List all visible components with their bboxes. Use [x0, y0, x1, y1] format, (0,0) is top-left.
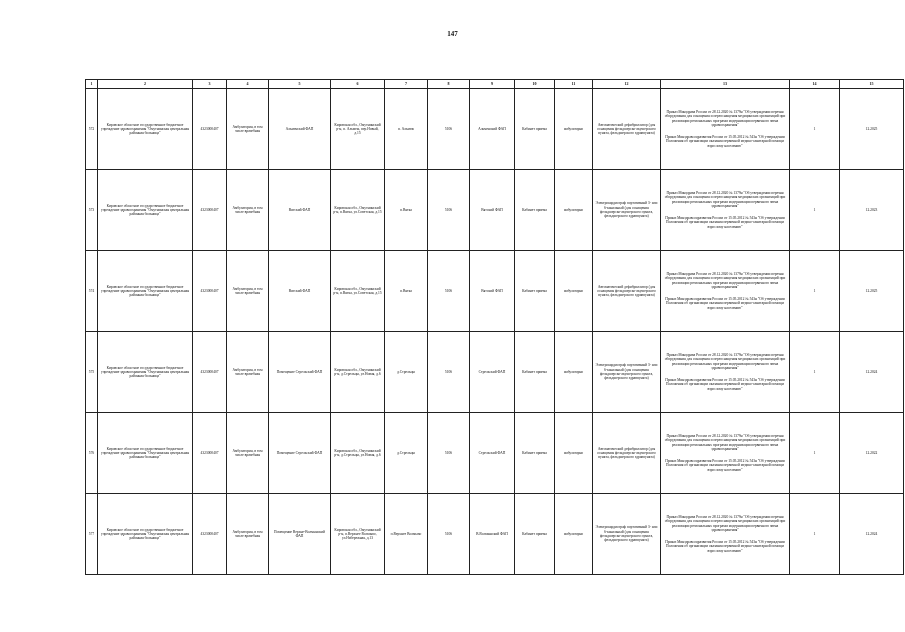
organization-name: Кировское областное государственное бюджетное учреждение здравоохранения "Омутнинская центральная районная больница"	[98, 413, 193, 494]
room: Кабинет приема	[515, 170, 555, 251]
address: Кировская обл., Омутнинский р-н, д.Стрельцы, ул.Новая, д.6	[331, 332, 385, 413]
unit-type: Амбулатория, в том числе врачебная	[227, 251, 269, 332]
equipment: Электрокардиограф портативный 3- или 6-канальный (для оснащения фельдшерско-акушерского пункта, фельдшерского здравпункта)	[593, 170, 661, 251]
equipment: Автоматический дефибриллятор (для оснащения фельдшерско-акушерского пункта, фельдшерского здравпункта)	[593, 251, 661, 332]
inn-code: 4323000407	[193, 332, 227, 413]
inn-code: 4323000407	[193, 413, 227, 494]
room: Кабинет приема	[515, 251, 555, 332]
col-header: 10	[515, 80, 555, 89]
page-number: 147	[447, 30, 458, 38]
care-profile: амбулаторно	[555, 413, 593, 494]
unit-type: Амбулатория, в том числе врачебная	[227, 89, 269, 170]
unit-name: Вятский ФАП	[269, 170, 331, 251]
quantity: 1	[790, 413, 840, 494]
col-header: 8	[428, 80, 470, 89]
col-header: 7	[385, 80, 428, 89]
room: Кабинет приема	[515, 413, 555, 494]
col-header: 3	[193, 80, 227, 89]
room: Кабинет приема	[515, 494, 555, 575]
table-row	[86, 413, 904, 494]
organization-name: Кировское областное государственное бюджетное учреждение здравоохранения "Омутнинская центральная районная больница"	[98, 332, 193, 413]
quantity: 1	[790, 170, 840, 251]
unit-name: Альменский ФАП	[269, 89, 331, 170]
legal-basis-order-1379n: Приказ Минздрава России от 28.12.2020 № 1379н "Об утверждении перечня оборудования для оснащения и переоснащения медицинских организаций при реализации региональных программ модернизации первичного звена здравоохранения"	[664, 271, 786, 289]
care-profile: амбулаторно	[555, 89, 593, 170]
address: Кировская обл., Омутнинский р-н, п. Альмеж, пер.Новый, д.15	[331, 89, 385, 170]
room: Кабинет приема	[515, 89, 555, 170]
table-row	[86, 89, 904, 170]
row-number: 577	[86, 494, 98, 575]
locality: п. Альмеж	[385, 89, 428, 170]
row-number: 572	[86, 89, 98, 170]
unit-name-2: В.Волмынский ФАП	[470, 494, 515, 575]
organization-name: Кировское областное государственное бюджетное учреждение здравоохранения "Омутнинская центральная районная больница"	[98, 170, 193, 251]
code: 5106	[428, 413, 470, 494]
due-date: 12.2025	[840, 89, 904, 170]
room: Кабинет приема	[515, 332, 555, 413]
locality: п.Вятка	[385, 251, 428, 332]
care-profile: амбулаторно	[555, 494, 593, 575]
col-header: 6	[331, 80, 385, 89]
code: 5106	[428, 332, 470, 413]
legal-basis-order-543n: Приказ Минздравсоцразвития России от 15.05.2012 № 543н "Об утверждении Положения об организации оказания первичной медико-санитарной помощи взрослому населению"	[665, 297, 785, 310]
legal-basis-order-1379n: Приказ Минздрава России от 28.12.2020 № 1379н "Об утверждении перечня оборудования для оснащения и переоснащения медицинских организаций при реализации региональных программ модернизации первичного звена здравоохранения"	[664, 109, 786, 127]
inn-code: 4323000407	[193, 170, 227, 251]
unit-name: Вятский ФАП	[269, 251, 331, 332]
unit-name: Помещение Стрельский ФАП	[269, 413, 331, 494]
legal-basis-order-1379n: Приказ Минздрава России от 28.12.2020 № 1379н "Об утверждении перечня оборудования для оснащения и переоснащения медицинских организаций при реализации региональных программ модернизации первичного звена здравоохранения"	[664, 433, 786, 451]
address: Кировская обл., Омутнинский р-н, п.Вятка, ул.Советская, д.15	[331, 251, 385, 332]
legal-basis	[661, 494, 790, 575]
unit-name-2: Стрельский ФАП	[470, 413, 515, 494]
row-number: 573	[86, 170, 98, 251]
col-header: 2	[98, 80, 193, 89]
legal-basis-order-543n: Приказ Минздравсоцразвития России от 15.05.2012 № 543н "Об утверждении Положения об организации оказания первичной медико-санитарной помощи взрослому населению"	[665, 216, 785, 229]
code: 5106	[428, 89, 470, 170]
col-header: 12	[593, 80, 661, 89]
organization-name: Кировское областное государственное бюджетное учреждение здравоохранения "Омутнинская центральная районная больница"	[98, 494, 193, 575]
legal-basis	[661, 413, 790, 494]
inn-code: 4323000407	[193, 251, 227, 332]
equipment: Автоматический дефибриллятор (для оснащения фельдшерско-акушерского пункта, фельдшерского здравпункта)	[593, 413, 661, 494]
code: 5106	[428, 170, 470, 251]
due-date: 12.2025	[840, 251, 904, 332]
unit-type: Амбулатория, в том числе врачебная	[227, 170, 269, 251]
table-row	[86, 332, 904, 413]
unit-type: Амбулатория, в том числе врачебная	[227, 413, 269, 494]
due-date: 12.2022	[840, 413, 904, 494]
legal-basis-order-1379n: Приказ Минздрава России от 28.12.2020 № 1379н "Об утверждении перечня оборудования для оснащения и переоснащения медицинских организаций при реализации региональных программ модернизации первичного звена здравоохранения"	[664, 514, 786, 532]
legal-basis-order-543n: Приказ Минздравсоцразвития России от 15.05.2012 № 543н "Об утверждении Положения об организации оказания первичной медико-санитарной помощи взрослому населению"	[665, 459, 785, 472]
table-row	[86, 251, 904, 332]
due-date: 12.2024	[840, 332, 904, 413]
col-header: 5	[269, 80, 331, 89]
address: Кировская обл., Омутнинский р-н, п.Вятка, ул.Советская, д.15	[331, 170, 385, 251]
equipment: Автоматический дефибриллятор (для оснащения фельдшерско-акушерского пункта, фельдшерского здравпункта)	[593, 89, 661, 170]
address: Кировская обл., Омутнинский р-н, п.Верхнее Волмыnо, ул.Набережная, д.13	[331, 494, 385, 575]
row-number: 574	[86, 251, 98, 332]
row-number: 575	[86, 332, 98, 413]
code: 5106	[428, 494, 470, 575]
inn-code: 4323000407	[193, 89, 227, 170]
row-number: 576	[86, 413, 98, 494]
col-header: 9	[470, 80, 515, 89]
legal-basis	[661, 332, 790, 413]
unit-name-2: Вятский ФАП	[470, 170, 515, 251]
inn-code: 4323000407	[193, 494, 227, 575]
col-header: 4	[227, 80, 269, 89]
locality: д.Стрельцы	[385, 332, 428, 413]
locality: п.Верхнее Волмыnо	[385, 494, 428, 575]
unit-name-2: Стрельский ФАП	[470, 332, 515, 413]
organization-name: Кировское областное государственное бюджетное учреждение здравоохранения "Омутнинская центральная районная больница"	[98, 251, 193, 332]
legal-basis-order-543n: Приказ Минздравсоцразвития России от 15.05.2012 № 543н "Об утверждении Положения об организации оказания первичной медико-санитарной помощи взрослому населению"	[665, 540, 785, 553]
address: Кировская обл., Омутнинский р-н, д.Стрельцы, ул.Новая, д.6	[331, 413, 385, 494]
organization-name: Кировское областное государственное бюджетное учреждение здравоохранения "Омутнинская центральная районная больница"	[98, 89, 193, 170]
quantity: 1	[790, 332, 840, 413]
unit-name: Помещение Верхне-Волмынский ФАП	[269, 494, 331, 575]
unit-name: Помещение Стрельский ФАП	[269, 332, 331, 413]
quantity: 1	[790, 494, 840, 575]
col-header: 1	[86, 80, 98, 89]
locality: д.Стрельцы	[385, 413, 428, 494]
legal-basis-order-1379n: Приказ Минздрава России от 28.12.2020 № 1379н "Об утверждении перечня оборудования для оснащения и переоснащения медицинских организаций при реализации региональных программ модернизации первичного звена здравоохранения"	[664, 190, 786, 208]
locality: п.Вятка	[385, 170, 428, 251]
care-profile: амбулаторно	[555, 332, 593, 413]
column-number-row	[86, 80, 904, 89]
legal-basis	[661, 89, 790, 170]
equipment: Электрокардиограф портативный 3- или 6-канальный (для оснащения фельдшерско-акушерского пункта, фельдшерского здравпункта)	[593, 332, 661, 413]
quantity: 1	[790, 251, 840, 332]
unit-type: Амбулатория, в том числе врачебная	[227, 332, 269, 413]
due-date: 12.2023	[840, 170, 904, 251]
equipment-register-table	[85, 79, 904, 575]
table-row	[86, 170, 904, 251]
legal-basis-order-1379n: Приказ Минздрава России от 28.12.2020 № 1379н "Об утверждении перечня оборудования для оснащения и переоснащения медицинских организаций при реализации региональных программ модернизации первичного звена здравоохранения"	[664, 352, 786, 370]
legal-basis	[661, 170, 790, 251]
code: 5106	[428, 251, 470, 332]
col-header: 14	[790, 80, 840, 89]
table-row	[86, 494, 904, 575]
care-profile: амбулаторно	[555, 251, 593, 332]
due-date: 12.2024	[840, 494, 904, 575]
quantity: 1	[790, 89, 840, 170]
unit-type: Амбулатория, в том числе врачебная	[227, 494, 269, 575]
legal-basis-order-543n: Приказ Минздравсоцразвития России от 15.05.2012 № 543н "Об утверждении Положения об организации оказания первичной медико-санитарной помощи взрослому населению"	[665, 135, 785, 148]
unit-name-2: Вятский ФАП	[470, 251, 515, 332]
legal-basis	[661, 251, 790, 332]
col-header: 11	[555, 80, 593, 89]
care-profile: амбулаторно	[555, 170, 593, 251]
unit-name-2: Альменский ФАП	[470, 89, 515, 170]
legal-basis-order-543n: Приказ Минздравсоцразвития России от 15.05.2012 № 543н "Об утверждении Положения об организации оказания первичной медико-санитарной помощи взрослому населению"	[665, 378, 785, 391]
col-header: 13	[661, 80, 790, 89]
equipment: Электрокардиограф портативный 3- или 6-канальный (для оснащения фельдшерско-акушерского пункта, фельдшерского здравпункта)	[593, 494, 661, 575]
col-header: 15	[840, 80, 904, 89]
